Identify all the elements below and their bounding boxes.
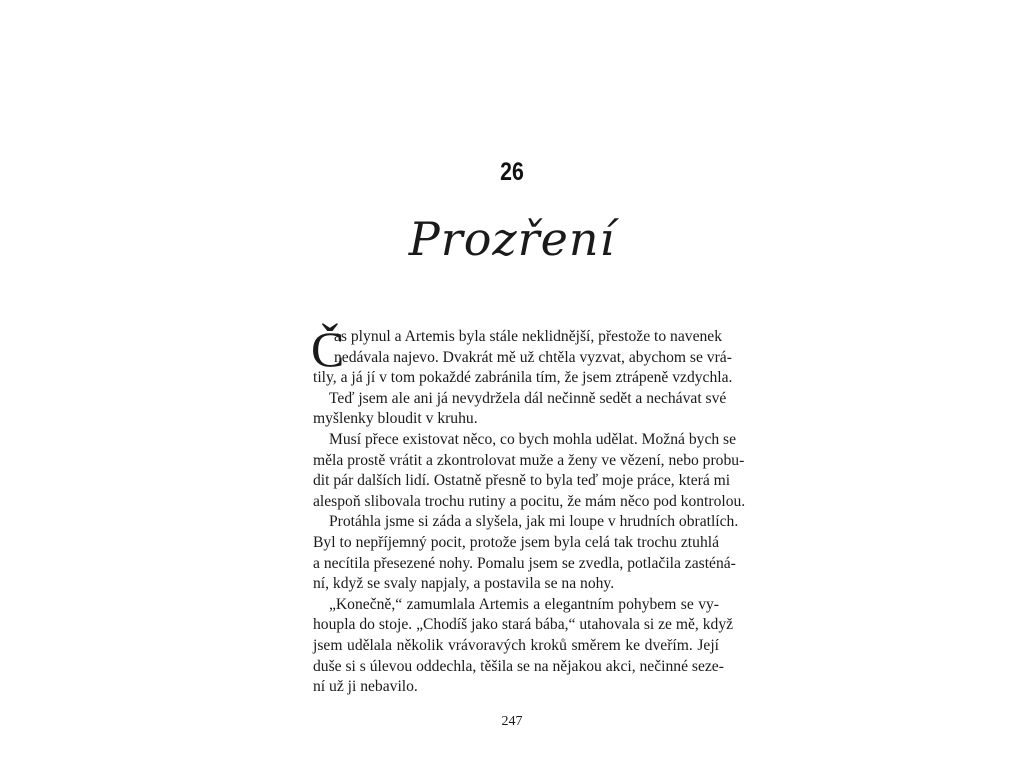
text-line: houpla do stoje. „Chodíš jako stará bába,“ utahovala si ze mě, když [313, 616, 734, 634]
page-number: 247 [501, 714, 523, 729]
chapter-number: 26 [500, 158, 524, 186]
text-line: Musí přece existovat něco, co bych mohla udělat. Možná bych se [329, 430, 737, 448]
text-line: jsem udělala několik vrávoravých kroků směrem ke dveřím. Její [313, 636, 719, 654]
text-line: měla prostě vrátit a zkontrolovat muže a ženy ve vězení, nebo probu- [313, 451, 745, 469]
text-line: myšlenky bloudit v kruhu. [313, 410, 478, 428]
text-line: tily, a já jí v tom pokaždé zabránila tím, že jsem ztrápeně vzdychla. [313, 369, 733, 387]
drop-cap: Č [311, 321, 345, 377]
text-line: as plynul a Artemis byla stále neklidnější, přestože to navenek [334, 328, 723, 345]
text-line: nedávala najevo. Dvakrát mě už chtěla vyzvat, abychom se vrá- [334, 348, 732, 366]
text-line: ní už ji nebavilo. [313, 678, 418, 696]
text-line: „Konečně,“ zamumlala Artemis a elegantním pohybem se vy- [329, 595, 719, 613]
text-line: duše si s úlevou oddechla, těšila se na nějakou akci, nečinné seze- [313, 657, 724, 675]
text-line: dit pár dalších lidí. Ostatně přesně to byla teď moje práce, která mi [313, 472, 731, 490]
chapter-body [311, 321, 746, 698]
text-line: Byl to nepříjemný pocit, protože jsem byla celá tak trochu ztuhlá [313, 533, 719, 551]
text-line: a necítila přesezené nohy. Pomalu jsem se zvedla, potlačila zasténá- [313, 554, 736, 572]
text-line: Teď jsem ale ani já nevydržela dál nečinně sedět a nechávat své [329, 389, 727, 407]
text-line: Protáhla jsme si záda a slyšela, jak mi loupe v hrudních obratlích. [329, 513, 739, 531]
text-line: ní, když se svaly napjaly, a postavila se na nohy. [313, 575, 615, 593]
chapter-title: Prozření [408, 212, 616, 266]
text-line: alespoň slibovala trochu rutiny a pocitu, že mám něco pod kontrolou. [313, 492, 746, 510]
